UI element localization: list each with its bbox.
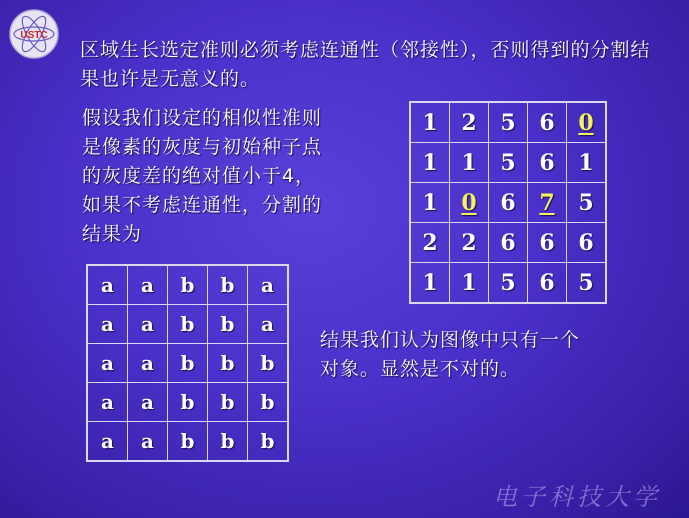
grid-row — [87, 344, 288, 383]
grid-row — [410, 143, 606, 183]
grid-cell: 1 — [567, 143, 607, 183]
grid-row — [410, 223, 606, 263]
conclusion-line: 结果我们认为图像中只有一个 — [320, 329, 581, 351]
grid-cell: b — [208, 305, 248, 344]
grid-row — [410, 183, 606, 223]
grid-cell: a — [87, 344, 128, 383]
grid-cell: b — [168, 383, 208, 422]
grid-row — [410, 263, 606, 304]
grid-row — [87, 422, 288, 462]
hypothesis-line: 是像素的灰度与初始种子点 — [82, 136, 323, 158]
grid-cell: 6 — [489, 223, 528, 263]
grid-cell: a — [248, 265, 289, 305]
university-logo — [8, 8, 60, 60]
grid-cell: 1 — [410, 143, 450, 183]
grid-cell: 5 — [567, 263, 607, 304]
grid-cell: b — [248, 344, 289, 383]
grid-cell: a — [87, 422, 128, 462]
hypothesis-line: 的灰度差的绝对值小于4， — [82, 165, 316, 187]
hypothesis-line: 结果为 — [82, 223, 143, 245]
grid-cell: a — [248, 305, 289, 344]
grid-cell — [528, 183, 567, 223]
grid-cell — [450, 183, 489, 223]
hypothesis-line: 假设我们设定的相似性准则 — [82, 107, 323, 129]
grid-cell: a — [87, 265, 128, 305]
gray-value-grid — [409, 101, 607, 304]
grid-cell: b — [208, 422, 248, 462]
grid-cell: b — [168, 344, 208, 383]
grid-cell: 5 — [567, 183, 607, 223]
hypothesis-paragraph — [82, 104, 382, 249]
conclusion-paragraph — [320, 326, 640, 384]
grid-cell: b — [248, 422, 289, 462]
grid-cell: a — [128, 344, 168, 383]
grid-cell: 2 — [450, 223, 489, 263]
grid-row — [87, 305, 288, 344]
grid-cell: a — [128, 383, 168, 422]
grid-cell: 5 — [489, 263, 528, 304]
intro-paragraph: 区域生长选定准则必须考虑连通性（邻接性），否则得到的分割结果也许是无意义的。 — [80, 39, 651, 90]
highlighted-value: 0 — [578, 109, 594, 136]
highlighted-value: 0 — [461, 189, 477, 216]
hypothesis-line: 如果不考虑连通性，分割的 — [82, 194, 323, 216]
grid-cell: 6 — [567, 223, 607, 263]
grid-cell: 6 — [528, 102, 567, 143]
grid-cell: 6 — [528, 263, 567, 304]
grid-cell: 6 — [528, 223, 567, 263]
grid-cell: b — [168, 265, 208, 305]
grid-cell: b — [208, 344, 248, 383]
grid-cell: 1 — [410, 102, 450, 143]
grid-cell: 1 — [410, 183, 450, 223]
grid-row — [87, 265, 288, 305]
grid-row — [410, 102, 606, 143]
logo-text: USTC — [20, 30, 48, 41]
grid-cell: b — [168, 422, 208, 462]
watermark: 电子科技大学 — [493, 483, 661, 511]
grid-cell: 1 — [450, 263, 489, 304]
segmentation-result-grid — [86, 264, 289, 462]
grid-cell: a — [128, 265, 168, 305]
grid-cell: b — [168, 305, 208, 344]
grid-cell: 5 — [489, 143, 528, 183]
grid-cell: a — [128, 422, 168, 462]
grid-cell: a — [87, 383, 128, 422]
grid-cell: b — [248, 383, 289, 422]
grid-cell: 2 — [450, 102, 489, 143]
highlighted-value: 7 — [539, 189, 555, 216]
conclusion-line: 对象。显然是不对的。 — [320, 358, 521, 380]
grid-cell: b — [208, 265, 248, 305]
grid-row — [87, 383, 288, 422]
grid-cell: a — [128, 305, 168, 344]
grid-cell: b — [208, 383, 248, 422]
grid-cell: 5 — [489, 102, 528, 143]
grid-cell: 1 — [410, 263, 450, 304]
grid-cell: 6 — [528, 143, 567, 183]
grid-cell — [567, 102, 607, 143]
grid-cell: a — [87, 305, 128, 344]
grid-cell: 2 — [410, 223, 450, 263]
grid-cell: 1 — [450, 143, 489, 183]
grid-cell: 6 — [489, 183, 528, 223]
